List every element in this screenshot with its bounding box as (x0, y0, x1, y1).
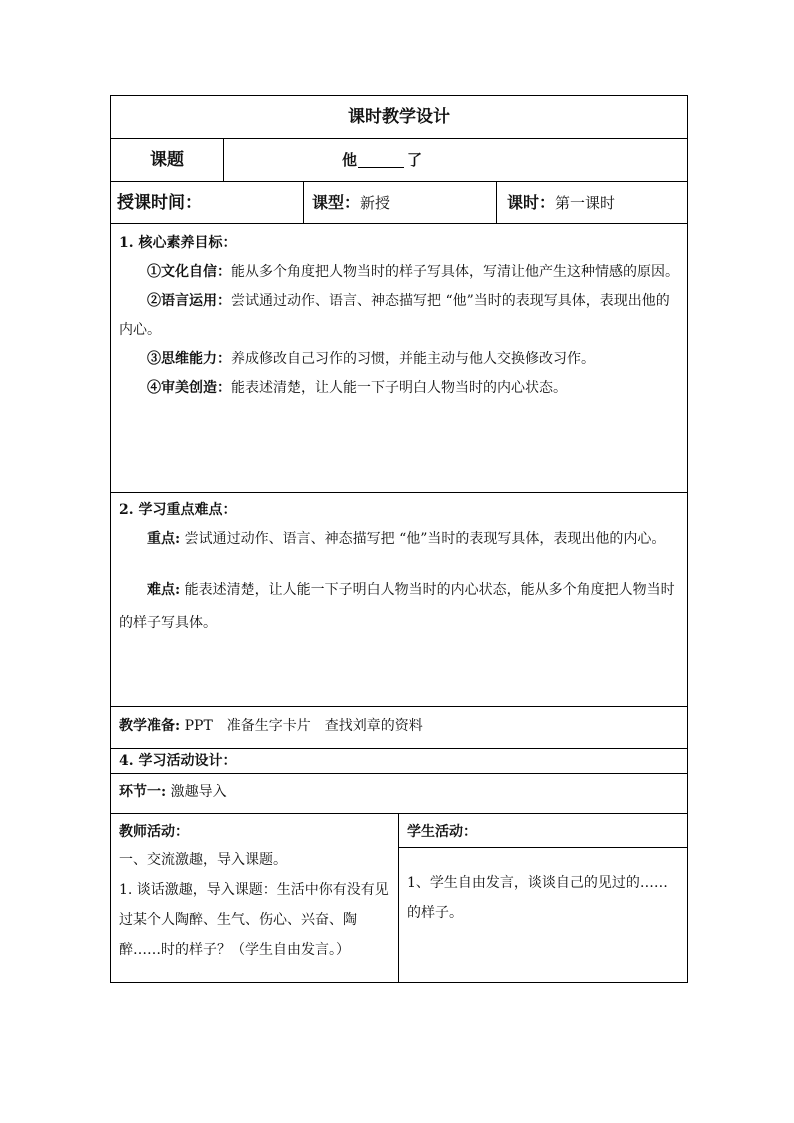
student-activity-header (399, 814, 687, 848)
info-row (111, 181, 687, 223)
teacher-activity-cell (111, 814, 398, 982)
goal-item-4: ④审美创造：能表述清楚，让人能一下子明白人物当时的内心状态。 (147, 380, 567, 396)
key-points-section (111, 492, 687, 706)
lesson-type-label: 课型： (312, 193, 361, 212)
topic-prefix: 他 (342, 151, 358, 169)
topic-blank-line (358, 167, 404, 168)
activities-heading: 4. 学习活动设计： (119, 753, 237, 769)
student-activity-label: 学生活动： (407, 824, 477, 840)
lesson-type-cell (303, 182, 496, 223)
stage-value: 激趣导入 (170, 784, 227, 800)
activities-row (111, 813, 687, 982)
goals-heading: 1. 核心素养目标： (119, 235, 237, 251)
teaching-prep-value: PPT 准备生字卡片 查找刘章的资料 (184, 718, 423, 734)
teaching-prep (111, 707, 687, 748)
lesson-period-label: 课时： (507, 193, 556, 212)
lesson-period-cell (496, 182, 687, 223)
lesson-type-value: 新授 (360, 194, 391, 212)
activities-heading-row (111, 748, 687, 773)
topic-label: 课题 (150, 150, 184, 170)
title-row (111, 96, 687, 138)
stage-row (111, 773, 687, 813)
goal-item-3: ③思维能力：养成修改自己习作的习惯，并能主动与他人交换修改习作。 (147, 351, 595, 367)
teaching-time-label: 授课时间： (117, 193, 202, 213)
lesson-period-value: 第一课时 (555, 194, 616, 212)
lesson-plan-table (110, 95, 688, 983)
goal-item-2: ②语言运用：尝试通过动作、语言、神态描写把 “他”当时的表现写具体，表现出他的内心。 (119, 293, 670, 338)
teacher-activity-label: 教师活动： (119, 824, 189, 840)
topic-value (223, 139, 687, 181)
teaching-prep-label: 教学准备: (119, 718, 181, 734)
student-activity-text: 1、学生自由发言，谈谈自己的见过的……的样子。 (407, 875, 668, 921)
goals-section (111, 223, 687, 492)
teacher-line-2: 1. 谈话激趣，导入课题：生活中你有没有见过某个人陶醉、生气、伤心、兴奋、陶醉……时的样子？（学生自由发言。） (119, 882, 389, 958)
stage-label: 环节一: (119, 784, 167, 800)
goal-item-1: ①文化自信：能从多个角度把人物当时的样子写具体，写清让他产生这种情感的原因。 (147, 264, 679, 280)
document-title: 课时教学设计 (348, 107, 450, 127)
focus-point: 重点: 尝试通过动作、语言、神态描写把 “他”当时的表现写具体，表现出他的内心。 (147, 531, 666, 547)
topic-row (111, 138, 687, 181)
goals-content (111, 224, 687, 492)
student-activity-cell (398, 814, 687, 982)
difficulty-point: 难点: 能表述清楚，让人能一下子明白人物当时的内心状态，能从多个角度把人物当时的样子写具体。 (119, 582, 675, 631)
key-points-content (111, 493, 687, 706)
teacher-line-1: 一、交流激趣，导入课题。 (119, 852, 287, 868)
key-points-heading: 2. 学习重点难点： (119, 502, 237, 518)
stage-cell (111, 774, 687, 813)
topic-suffix: 了 (407, 151, 423, 169)
teaching-prep-row (111, 706, 687, 748)
